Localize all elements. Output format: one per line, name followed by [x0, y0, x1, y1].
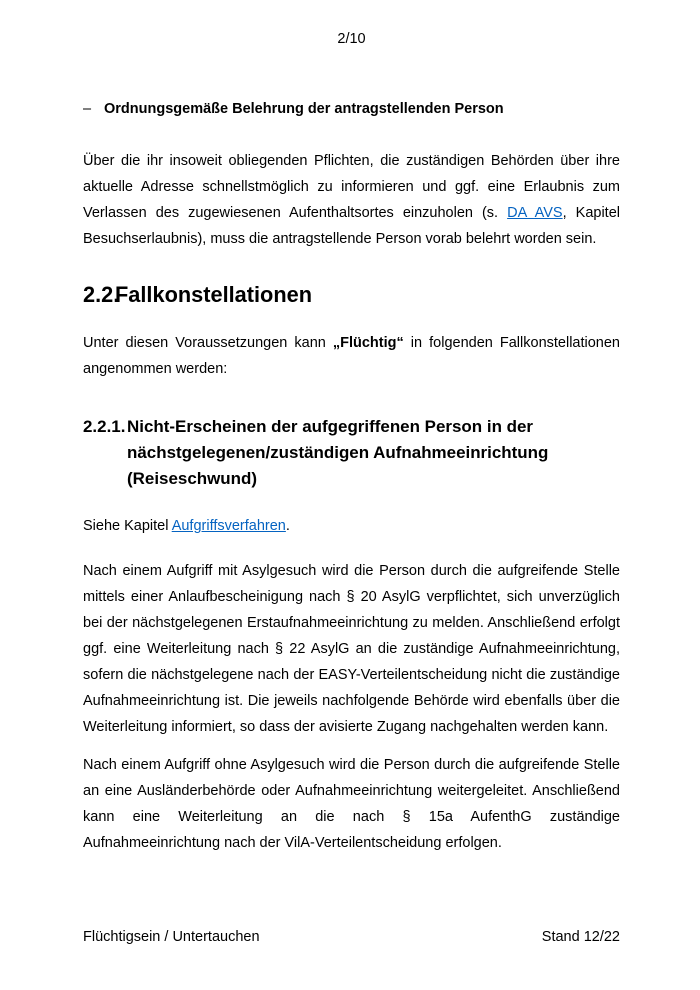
- paragraph-voraussetzungen: [83, 330, 620, 382]
- paragraph-siehe: [83, 513, 620, 539]
- section-2-2-1-number: 2.2.1.: [83, 417, 126, 436]
- paragraph-belehrung-post: , Kapitel Besuchserlaubnis), muss die antragstellende Person vorab belehrt worden sein.: [83, 205, 620, 247]
- paragraph-siehe-pre: Siehe Kapitel: [83, 518, 172, 534]
- paragraph-siehe-post: .: [285, 518, 290, 534]
- footer-version-stand: Stand 12/22: [541, 929, 620, 945]
- paragraph-mit-asylgesuch: Nach einem Aufgriff mit Asylgesuch wird die Person durch die aufgreifende Stelle mittels einer Anlaufbescheinigung nach § 20 AsylG verpflichtet, sich unverzüglich bei der nächstgelegenen Erstaufnahmeeinrichtung zu melden. Anschließend erfolgt ggf. eine Weiterleitung nach § 22 AsylG an die zuständige Aufnahmeeinrichtung, sofern die nächstgelegene nach der EASY-Verteilentscheidung nicht die zuständige Aufnahmeeinrichtung ist. Die jeweils nachfolgende Behörde wird ebenfalls über die Weiterleitung informiert, so dass der avisierte Zugang nachgehalten werden kann.: [83, 563, 620, 735]
- link-aufgriffsverfahren[interactable]: Aufgriffsverfahren: [171, 518, 286, 534]
- bullet-heading-text: Ordnungsgemäße Belehrung der antragstellenden Person: [104, 101, 504, 117]
- paragraph-belehrung: [83, 148, 620, 252]
- fluechtig-bold-term: „Flüchtig“: [332, 335, 404, 351]
- section-2-2-title: Fallkonstellationen: [115, 282, 312, 307]
- section-2-2-number: 2.2.: [83, 282, 120, 307]
- paragraph-belehrung-pre: Über die ihr insoweit obliegenden Pflichten, die zuständigen Behörden über ihre aktuelle Adresse schnellstmöglich zu informieren und ggf. eine Erlaubnis zum Verlassen des zugewiesenen Aufenthaltsortes einzuholen (s.: [83, 153, 620, 221]
- section-heading-2-2: [83, 282, 620, 308]
- link-da-avs[interactable]: DA AVS: [507, 205, 563, 221]
- paragraph-voraussetzungen-pre: Unter diesen Voraussetzungen kann: [83, 335, 333, 351]
- paragraph-ohne-asylgesuch: Nach einem Aufgriff ohne Asylgesuch wird die Person durch die aufgreifende Stelle an eine Ausländerbehörde oder Aufnahmeeinrichtung weitergeleitet. Anschließend kann eine Weiterleitung an die nach § 15a AufenthG zuständige Aufnahmeeinrichtung nach der VilA-Verteilentscheidung erfolgen.: [83, 757, 620, 851]
- footer-document-title: Flüchtigsein / Untertauchen: [83, 929, 260, 945]
- bullet-heading: [83, 96, 620, 122]
- page-number: 2/10: [337, 31, 366, 47]
- section-heading-2-2-1: [83, 414, 620, 492]
- paragraph-voraussetzungen-post: in folgenden Fallkonstellationen angenommen werden:: [83, 335, 620, 377]
- bullet-dash: –: [83, 101, 92, 117]
- section-2-2-1-title: Nicht-Erscheinen der aufgegriffenen Person in der nächstgelegenen/zuständigen Aufnahmeeinrichtung (Reiseschwund): [127, 417, 549, 488]
- page-footer: [83, 924, 620, 950]
